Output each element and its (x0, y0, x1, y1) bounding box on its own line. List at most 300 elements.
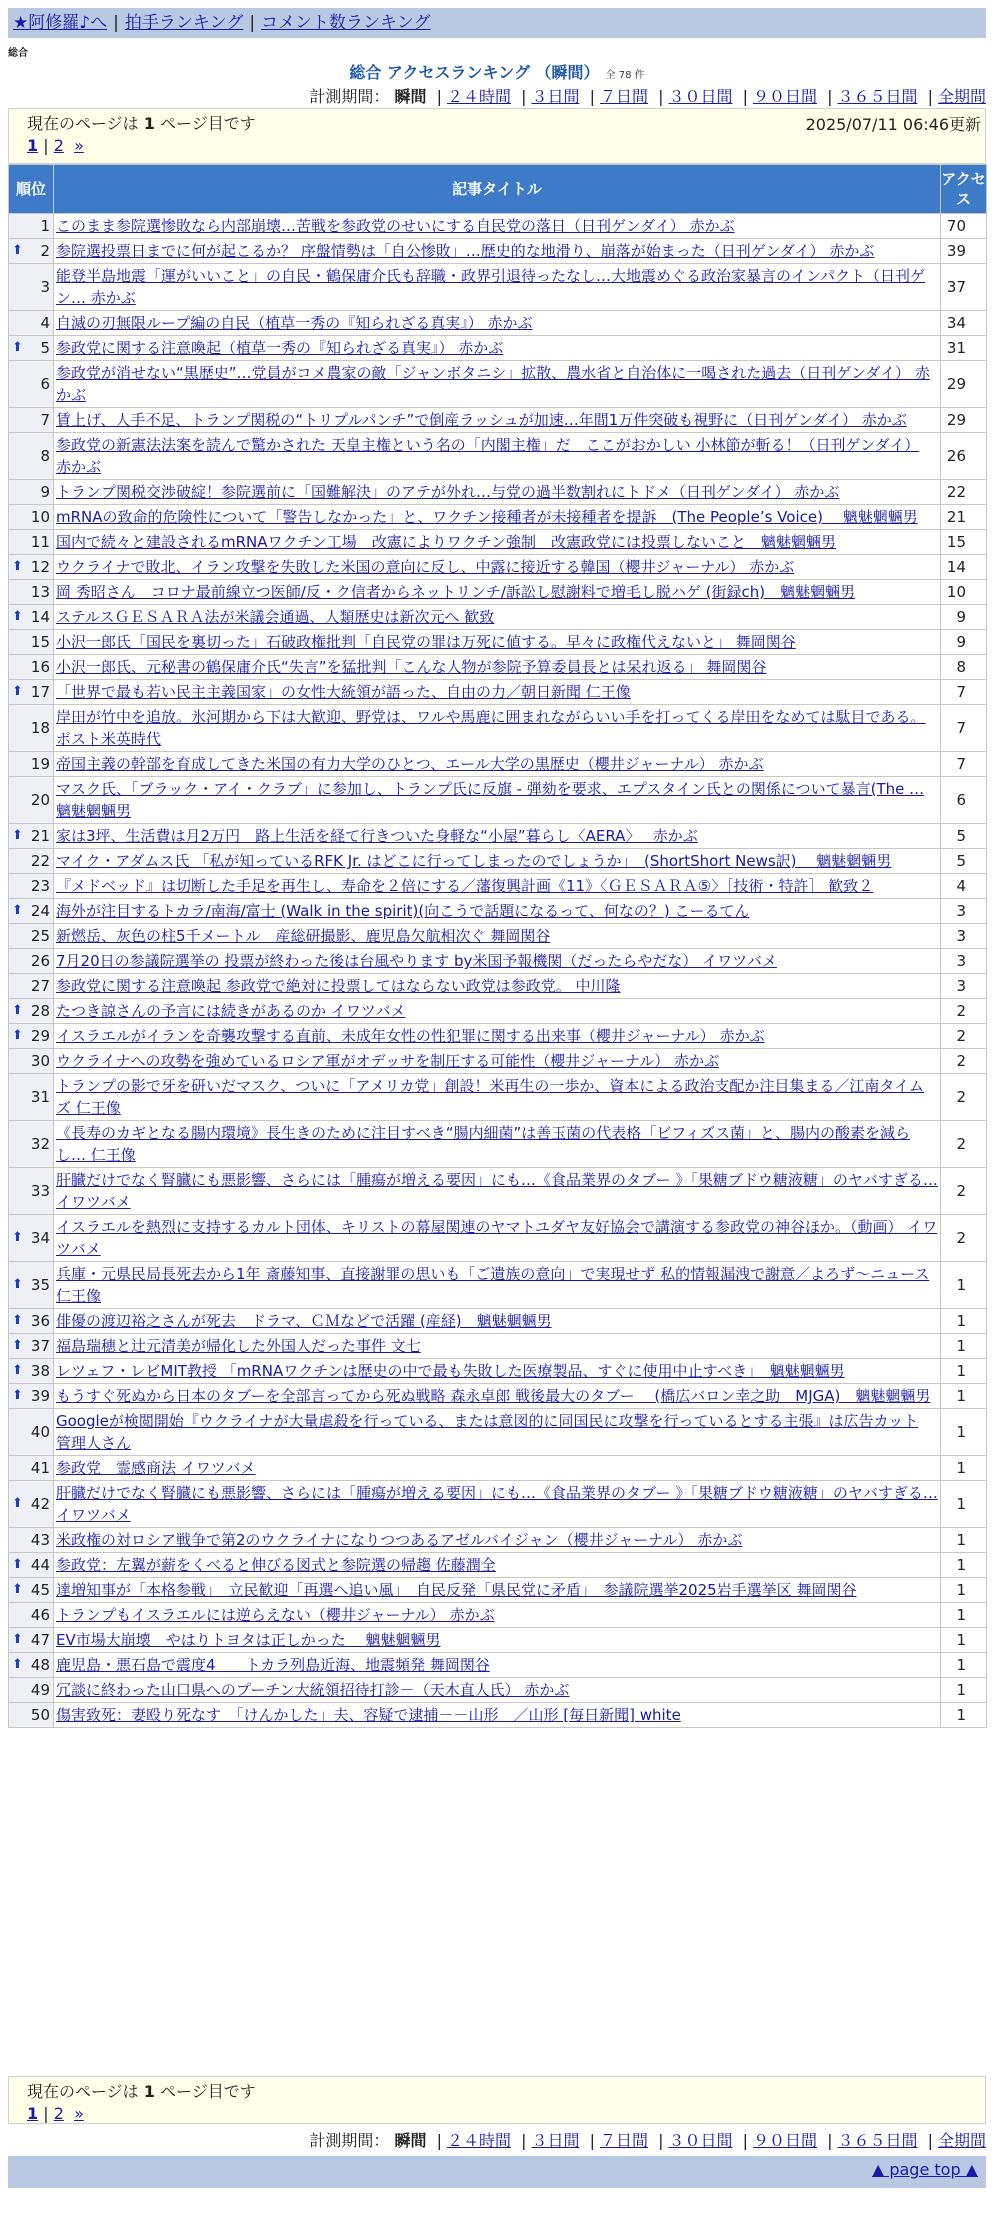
table-row (9, 924, 987, 949)
title-cell (54, 311, 941, 336)
table-row (9, 1024, 987, 1049)
article-link[interactable]: 肝臓だけでなく腎臓にも悪影響、さらには「腫瘍が増える要因」にも…《食品業界のタブー 》「果糖ブドウ糖液糖」のヤバすぎる… イワツバメ (56, 1484, 938, 1524)
title-cell (54, 1456, 941, 1481)
table-row (9, 1528, 987, 1553)
rank-number: 36 (30, 1312, 50, 1330)
article-link[interactable]: 自滅の刃無限ループ編の自民（植草一秀の『知られざる真実』） 赤かぶ (56, 314, 533, 332)
comment-ranking-link[interactable]: コメント数ランキング (261, 13, 431, 33)
access-count: 1 (941, 1653, 987, 1678)
table-row (9, 214, 987, 239)
rank-cell (9, 1334, 54, 1359)
table-row (9, 777, 987, 824)
rank-up-arrow-icon: ⬆ (12, 1657, 23, 1672)
access-count: 14 (941, 555, 987, 580)
table-row (9, 1628, 987, 1653)
article-link[interactable]: 「世界で最も若い民主主義国家」の女性大統領が語った、自由の力／朝日新聞 仁王像 (56, 683, 631, 701)
table-row (9, 849, 987, 874)
period-link-3d[interactable]: ３日間 (531, 2131, 580, 2150)
rank-cell (9, 361, 54, 408)
article-link[interactable]: 能登半島地震「運がいいこと」の自民・鶴保庸介氏も辞職・政界引退待ったなし…大地震めぐる政治家暴言のインパクト（日刊ゲン… 赤かぶ (56, 267, 925, 307)
pager-top: 1 | 2 » (27, 136, 84, 155)
rank-up-arrow-icon: ⬆ (12, 609, 23, 624)
title-cell (54, 433, 941, 480)
access-count: 9 (941, 630, 987, 655)
col-title-header: 記事タイトル (54, 165, 941, 214)
article-link[interactable]: 家は3坪、生活費は月2万円 路上生活を経て行きついた身軽な“小屋”暮らし〈AERA〉 赤かぶ (56, 827, 698, 845)
rank-cell (9, 1456, 54, 1481)
title-cell (54, 555, 941, 580)
rank-number: 2 (40, 242, 50, 260)
access-count: 3 (941, 899, 987, 924)
article-link[interactable]: 『メドベッド』は切断した手足を再生し、寿命を２倍にする／藩復興計画《11》〈ＧＥＳＡＲＡ⑤〉［技術・特許］ 歓致２ (56, 877, 874, 895)
rank-number: 17 (30, 683, 50, 701)
rank-cell (9, 214, 54, 239)
title-cell (54, 505, 941, 530)
period-link-30d[interactable]: ３０日間 (668, 87, 733, 106)
pager-page-1[interactable]: 1 (27, 2104, 39, 2123)
article-link[interactable]: 肝臓だけでなく腎臓にも悪影響、さらには「腫瘍が増える要因」にも…《食品業界のタブー 》「果糖ブドウ糖液糖」のヤバすぎる… イワツバメ (56, 1171, 938, 1211)
table-row (9, 1553, 987, 1578)
rank-up-arrow-icon: ⬆ (12, 1388, 23, 1403)
article-link[interactable]: 国内で続々と建設されるmRNAワクチン工場 改憲によりワクチン強制 改憲政党には投票しないこと 魑魅魍魎男 (56, 533, 837, 551)
access-count: 1 (941, 1309, 987, 1334)
access-count: 21 (941, 505, 987, 530)
access-count: 7 (941, 705, 987, 752)
access-count: 2 (941, 999, 987, 1024)
rank-cell (9, 824, 54, 849)
rank-number: 16 (30, 658, 50, 676)
article-link[interactable]: 《長寿のカギとなる腸内環境》長生きのために注目すべき“腸内細菌”は善玉菌の代表格「ビフィズス菌」と、腸内の酸素を減らし… 仁王像 (56, 1124, 911, 1164)
rank-number: 42 (30, 1495, 50, 1513)
rank-up-arrow-icon: ⬆ (12, 1230, 23, 1245)
table-row (9, 555, 987, 580)
period-selector-bottom: 計測期間： 瞬間 | ２４時間 | ３日間 | ７日間 | ３０日間 | ９０日間 | ３６５日間 | 全期間 (309, 2131, 986, 2150)
rank-cell (9, 480, 54, 505)
col-rank-header: 順位 (9, 165, 54, 214)
title-cell (54, 752, 941, 777)
rank-up-arrow-icon: ⬆ (12, 243, 23, 258)
period-link-all[interactable]: 全期間 (937, 2131, 986, 2150)
title-cell (54, 605, 941, 630)
rank-number: 30 (30, 1052, 50, 1070)
period-link-all[interactable]: 全期間 (937, 87, 986, 106)
access-count: 9 (941, 605, 987, 630)
rank-cell (9, 1262, 54, 1309)
col-access-header: アクセス (941, 165, 987, 214)
period-current: 瞬間 (394, 2131, 427, 2150)
rank-cell (9, 264, 54, 311)
access-count: 15 (941, 530, 987, 555)
title-cell (54, 924, 941, 949)
rank-number: 19 (30, 755, 50, 773)
article-link[interactable]: ウクライナで敗北、イラン攻撃を失敗した米国の意向に反し、中露に接近する韓国（櫻井ジャーナル） 赤かぶ (56, 558, 795, 576)
rank-number: 11 (30, 533, 50, 551)
rank-cell (9, 555, 54, 580)
rank-cell (9, 311, 54, 336)
title-cell (54, 480, 941, 505)
access-count: 2 (941, 1168, 987, 1215)
rank-number: 6 (40, 375, 50, 393)
table-row (9, 1049, 987, 1074)
rank-up-arrow-icon: ⬆ (12, 1363, 23, 1378)
access-count: 2 (941, 1049, 987, 1074)
rank-cell (9, 1528, 54, 1553)
rank-cell (9, 999, 54, 1024)
table-row (9, 974, 987, 999)
table-row (9, 1678, 987, 1703)
title-cell (54, 824, 941, 849)
period-label: 計測期間： (309, 2131, 390, 2150)
title-cell (54, 1628, 941, 1653)
rank-number: 26 (30, 952, 50, 970)
article-link[interactable]: Googleが検閲開始『ウクライナが大量虐殺を行っている、または意図的に同国民に攻撃を行っているとする主張』は広告カット 管理人さん (56, 1412, 919, 1452)
rank-cell (9, 655, 54, 680)
rank-cell (9, 1578, 54, 1603)
table-row (9, 480, 987, 505)
title-cell (54, 580, 941, 605)
rank-cell (9, 530, 54, 555)
rank-number: 45 (30, 1581, 50, 1599)
period-link-7d[interactable]: ７日間 (599, 2131, 648, 2150)
article-link[interactable]: たつき諒さんの予言には続きがあるのか イワツバメ (56, 1002, 406, 1020)
period-link-365d[interactable]: ３６５日間 (837, 2131, 918, 2150)
title-cell (54, 974, 941, 999)
article-link[interactable]: マスク氏、「ブラック・アイ・クラブ」に参加し、トランプ氏に反旗 - 弾劾を要求、エプスタイン氏との関係について暴言(The … 魑魅魍魎男 (56, 780, 925, 820)
period-current: 瞬間 (394, 87, 427, 106)
rank-number: 1 (40, 217, 50, 235)
table-row (9, 874, 987, 899)
access-count: 29 (941, 408, 987, 433)
article-link[interactable]: このまま参院選惨敗なら内部崩壊…苦戦を参政党のせいにする自民党の落日（日刊ゲンダイ） 赤かぶ (56, 217, 735, 235)
article-link[interactable]: 冗談に終わった山口県へのプーチン大統領招待打診－（天木直人氏） 赤かぶ (56, 1681, 570, 1699)
access-count: 1 (941, 1528, 987, 1553)
access-count: 31 (941, 336, 987, 361)
access-count: 26 (941, 433, 987, 480)
access-count: 1 (941, 1703, 987, 1728)
article-link[interactable]: 参政党の新憲法法案を読んで驚かされた 天皇主権という名の「内閣主権」だ ここがおかしい 小林節が斬る！（日刊ゲンダイ） 赤かぶ (56, 436, 920, 476)
rank-number: 39 (30, 1387, 50, 1405)
current-page-text: 現在のページは 1 ページ目です (27, 2082, 256, 2101)
table-row (9, 1384, 987, 1409)
rank-up-arrow-icon: ⬆ (12, 340, 23, 355)
access-count: 4 (941, 874, 987, 899)
rank-number: 15 (30, 633, 50, 651)
period-link-90d[interactable]: ９０日間 (752, 2131, 817, 2150)
rank-number: 31 (30, 1088, 50, 1106)
rank-cell (9, 1678, 54, 1703)
access-count: 37 (941, 264, 987, 311)
article-link[interactable]: 達増知事が「本格参戦」 立民歓迎「再選へ追い風」 自民反発「県民党に矛盾」 参議院選挙2025岩手選挙区 舞岡関谷 (56, 1581, 857, 1599)
title-cell (54, 680, 941, 705)
access-count: 7 (941, 752, 987, 777)
table-row (9, 311, 987, 336)
article-link[interactable]: 俳優の渡辺裕之さんが死去 ドラマ、ＣＭなどで活躍 (産経) 魑魅魍魎男 (56, 1312, 552, 1330)
rank-number: 18 (30, 719, 50, 737)
pager-next[interactable]: » (74, 2104, 84, 2123)
rank-cell (9, 433, 54, 480)
access-count: 1 (941, 1359, 987, 1384)
rank-number: 46 (30, 1606, 50, 1624)
title-cell (54, 874, 941, 899)
period-link-3d[interactable]: ３日間 (531, 87, 580, 106)
rank-number: 9 (40, 483, 50, 501)
article-link[interactable]: イスラエルを熱烈に支持するカルト団体、キリストの幕屋関連のヤマトユダヤ友好協会で講演する参政党の神谷ほか。（動画） イワツバメ (56, 1218, 938, 1258)
access-count: 1 (941, 1603, 987, 1628)
rank-up-arrow-icon: ⬆ (12, 559, 23, 574)
rank-number: 48 (30, 1656, 50, 1674)
table-row (9, 1653, 987, 1678)
title-cell (54, 1074, 941, 1121)
access-count: 1 (941, 1678, 987, 1703)
title-cell (54, 361, 941, 408)
access-count: 2 (941, 1215, 987, 1262)
rank-number: 8 (40, 447, 50, 465)
table-row (9, 361, 987, 408)
article-link[interactable]: トランプもイスラエルには逆らえない（櫻井ジャーナル） 赤かぶ (56, 1606, 495, 1624)
rank-number: 22 (30, 852, 50, 870)
title-cell (54, 899, 941, 924)
pager-next[interactable]: » (74, 136, 84, 155)
article-link[interactable]: もうすぐ死ぬから日本のタブーを全部言ってから死ぬ戦略 森永卓郎 戦後最大のタブー (橋広バロン幸之助 MJGA) 魑魅魍魎男 (56, 1387, 931, 1405)
access-count: 3 (941, 924, 987, 949)
article-link[interactable]: 参政党に関する注意喚起（植草一秀の『知られざる真実』） 赤かぶ (56, 339, 504, 357)
rank-number: 29 (30, 1027, 50, 1045)
access-count: 1 (941, 1409, 987, 1456)
table-row (9, 949, 987, 974)
article-link[interactable]: 小沢一郎氏「国民を裏切った」石破政権批判「自民党の罪は万死に値する。早々に政権代えないと」 舞岡関谷 (56, 633, 796, 651)
period-selector-top: 計測期間： 瞬間 | ２４時間 | ３日間 | ７日間 | ３０日間 | ９０日間 | ３６５日間 | 全期間 (309, 87, 986, 106)
rank-cell (9, 974, 54, 999)
access-count: 22 (941, 480, 987, 505)
rank-up-arrow-icon: ⬆ (12, 828, 23, 843)
title-cell (54, 777, 941, 824)
table-row (9, 1359, 987, 1384)
page-info-bottom (8, 2076, 986, 2124)
article-link[interactable]: 海外が注目するトカラ/南海/富士 (Walk in the spirit)(向こうで話題になるって、何なの？) こーるてん (56, 902, 750, 920)
rank-cell (9, 680, 54, 705)
article-link[interactable]: 鹿児島・悪石島で震度4 トカラ列島近海、地震頻発 舞岡関谷 (56, 1656, 490, 1674)
title-cell (54, 849, 941, 874)
title-cell (54, 630, 941, 655)
period-link-365d[interactable]: ３６５日間 (837, 87, 918, 106)
article-link[interactable]: EV市場大崩壊 やはりトヨタは正しかった 魑魅魍魎男 (56, 1631, 441, 1649)
rank-up-arrow-icon: ⬆ (12, 1028, 23, 1043)
title-cell (54, 1168, 941, 1215)
article-link[interactable]: 参政党に関する注意喚起 参政党で絶対に投票してはならない政党は参政党。 中川隆 (56, 977, 621, 995)
rank-number: 23 (30, 877, 50, 895)
table-row (9, 605, 987, 630)
table-row (9, 655, 987, 680)
rank-cell (9, 1024, 54, 1049)
table-row (9, 1309, 987, 1334)
rank-up-arrow-icon: ⬆ (12, 903, 23, 918)
rank-cell (9, 752, 54, 777)
rank-up-arrow-icon: ⬆ (12, 1496, 23, 1511)
article-link[interactable]: 新燃岳、灰色の柱5千メートル 産総研撮影、鹿児島欠航相次ぐ 舞岡関谷 (56, 927, 551, 945)
table-row (9, 1074, 987, 1121)
access-count: 2 (941, 1024, 987, 1049)
rank-number: 14 (30, 608, 50, 626)
article-link[interactable]: mRNAの致命的危険性について「警告しなかった」と、ワクチン接種者が未接種者を提訴 (The People’s Voice) 魑魅魍魎男 (56, 508, 918, 526)
rank-up-arrow-icon: ⬆ (12, 1003, 23, 1018)
title-cell (54, 1384, 941, 1409)
table-row (9, 1215, 987, 1262)
table-row (9, 1481, 987, 1528)
rank-number: 38 (30, 1362, 50, 1380)
clap-ranking-link[interactable]: 拍手ランキング (124, 13, 244, 33)
item-count: 全 78 件 (605, 70, 645, 81)
title-cell (54, 530, 941, 555)
rank-number: 33 (30, 1182, 50, 1200)
rank-number: 20 (30, 791, 50, 809)
pager-page-2[interactable]: 2 (53, 2104, 64, 2123)
title-cell (54, 408, 941, 433)
pager-page-1[interactable]: 1 (27, 136, 39, 155)
rank-number: 32 (30, 1135, 50, 1153)
table-row (9, 1603, 987, 1628)
rank-number: 13 (30, 583, 50, 601)
rank-cell (9, 1628, 54, 1653)
table-row (9, 680, 987, 705)
table-row (9, 433, 987, 480)
table-row (9, 1409, 987, 1456)
home-link[interactable]: ★阿修羅♪へ (13, 13, 108, 33)
rank-cell (9, 630, 54, 655)
pager-bottom: 1 | 2 » (27, 2104, 84, 2123)
title-cell (54, 1653, 941, 1678)
table-row (9, 1262, 987, 1309)
article-link[interactable]: 米政権の対ロシア戦争で第2のウクライナになりつつあるアゼルバイジャン（櫻井ジャーナル） 赤かぶ (56, 1531, 743, 1549)
title-cell (54, 999, 941, 1024)
period-link-24h[interactable]: ２４時間 (446, 87, 511, 106)
rank-cell (9, 505, 54, 530)
title-cell (54, 705, 941, 752)
rank-cell (9, 239, 54, 264)
top-nav-bar (8, 8, 986, 38)
access-count: 5 (941, 849, 987, 874)
rank-up-arrow-icon: ⬆ (12, 1557, 23, 1572)
title-cell (54, 1481, 941, 1528)
article-link[interactable]: トランプの影で牙を研いだマスク、ついに「アメリカ党」創設！米再生の一歩か、資本による政治支配か注目集まる／江南タイムズ 仁王像 (56, 1077, 925, 1117)
table-row (9, 580, 987, 605)
table-row (9, 630, 987, 655)
period-link-30d[interactable]: ３０日間 (668, 2131, 733, 2150)
rank-cell (9, 949, 54, 974)
article-link[interactable]: 小沢一郎氏、元秘書の鶴保庸介氏“失言”を猛批判「こんな人物が参院予算委員長とは呆れ返る」 舞岡関谷 (56, 658, 767, 676)
rank-number: 12 (30, 558, 50, 576)
article-link[interactable]: 参院選投票日までに何が起こるか？ 序盤情勢は「自公惨敗」…歴史的な地滑り、崩落が始まった（日刊ゲンダイ） 赤かぶ (56, 242, 875, 260)
article-link[interactable]: イスラエルがイランを奇襲攻撃する直前、未成年女性の性犯罪に関する出来事（櫻井ジャーナル） 赤かぶ (56, 1027, 765, 1045)
access-count: 3 (941, 949, 987, 974)
title-cell (54, 214, 941, 239)
table-header (9, 165, 987, 214)
article-link[interactable]: 岸田が竹中を追放。氷河期から下は大歓迎、野党は、ワルや馬鹿に囲まれながらいい手を打ってくる岸田をなめては駄目である。 ポスト米英時代 (56, 708, 926, 748)
article-link[interactable]: 傷害致死：妻殴り死なす 「けんかした」夫、容疑で逮捕－－山形 ／山形 [毎日新聞] white (56, 1706, 681, 1724)
page-title (0, 60, 994, 83)
period-link-24h[interactable]: ２４時間 (446, 2131, 511, 2150)
access-count: 1 (941, 1334, 987, 1359)
rank-cell (9, 580, 54, 605)
table-row (9, 408, 987, 433)
page-title-text: 総合 アクセスランキング （瞬間） (349, 63, 600, 82)
table-row (9, 239, 987, 264)
rank-cell (9, 1703, 54, 1728)
article-link[interactable]: ウクライナへの攻勢を強めているロシア軍がオデッサを制圧する可能性（櫻井ジャーナル） 赤かぶ (56, 1052, 719, 1070)
rank-cell (9, 1603, 54, 1628)
table-row (9, 336, 987, 361)
rank-number: 10 (30, 508, 50, 526)
access-count: 10 (941, 580, 987, 605)
article-link[interactable]: 参政党 霊感商法 イワツバメ (56, 1459, 256, 1477)
rank-cell (9, 1168, 54, 1215)
rank-up-arrow-icon: ⬆ (12, 1632, 23, 1647)
rank-cell (9, 705, 54, 752)
article-link[interactable]: 兵庫・元県民局長死去から1年 斎藤知事、直接謝罪の思いも「ご遺族の意向」で実現せず 私的情報漏洩で謝意／よろず～ニュース 仁王像 (56, 1265, 930, 1305)
period-link-90d[interactable]: ９０日間 (752, 87, 817, 106)
rank-cell (9, 1359, 54, 1384)
rank-number: 34 (30, 1229, 50, 1247)
article-link[interactable]: トランプ関税交渉破綻！参院選前に「国難解決」のアテが外れ…与党の過半数割れにトドメ（日刊ゲンダイ） 赤かぶ (56, 483, 840, 501)
period-link-7d[interactable]: ７日間 (599, 87, 648, 106)
article-link[interactable]: 参政党が消せない“黒歴史”…党員がコメ農家の敵「ジャンボタニシ」拡散、農水省と自治体に一喝された過去（日刊ゲンダイ） 赤かぶ (56, 364, 930, 404)
rank-cell (9, 1215, 54, 1262)
article-link[interactable]: 7月20日の参議院選挙の 投票が終わった後は台風やります by米国予報機関（だったらやだな） イワツバメ (56, 952, 777, 970)
category-label: 総合 (8, 48, 28, 59)
title-cell (54, 336, 941, 361)
access-count: 7 (941, 680, 987, 705)
table-row (9, 824, 987, 849)
article-link[interactable]: 参政党：左翼が薪をくべると伸びる図式と参院選の帰趨 佐藤潤全 (56, 1556, 496, 1574)
title-cell (54, 1409, 941, 1456)
article-link[interactable]: 帝国主義の幹部を育成してきた米国の有力大学のひとつ、エール大学の黒歴史（櫻井ジャーナル） 赤かぶ (56, 755, 764, 773)
access-count: 2 (941, 1074, 987, 1121)
rank-cell (9, 899, 54, 924)
title-cell (54, 949, 941, 974)
article-link[interactable]: マイク・アダムス氏 「私が知っているRFK Jr. はどこに行ってしまったのでしょうか」 (ShortShort News訳) 魑魅魍魎男 (56, 852, 892, 870)
access-count: 5 (941, 824, 987, 849)
access-count: 1 (941, 1262, 987, 1309)
rank-number: 28 (30, 1002, 50, 1020)
rank-number: 41 (30, 1459, 50, 1477)
article-link[interactable]: 賃上げ、人手不足、トランプ関税の“トリプルパンチ”で倒産ラッシュが加速…年間1万件突破も視野に（日刊ゲンダイ） 赤かぶ (56, 411, 907, 429)
rank-number: 21 (30, 827, 50, 845)
rank-number: 37 (30, 1337, 50, 1355)
rank-number: 43 (30, 1531, 50, 1549)
rank-up-arrow-icon: ⬆ (12, 1338, 23, 1353)
rank-number: 25 (30, 927, 50, 945)
rank-cell (9, 1409, 54, 1456)
access-count: 6 (941, 777, 987, 824)
table-row (9, 999, 987, 1024)
title-cell (54, 1262, 941, 1309)
rank-number: 44 (30, 1556, 50, 1574)
article-link[interactable]: 岡 秀昭さん コロナ最前線立つ医師/反・ク信者からネットリンチ/訴訟し慰謝料で増毛し脱ハゲ (街録ch) 魑魅魍魎男 (56, 583, 856, 601)
rank-cell (9, 1049, 54, 1074)
access-count: 34 (941, 311, 987, 336)
page-top-link[interactable]: ▲ page top ▲ (871, 2160, 978, 2179)
title-cell (54, 655, 941, 680)
rank-number: 24 (30, 902, 50, 920)
title-cell (54, 1553, 941, 1578)
pager-page-2[interactable]: 2 (53, 136, 64, 155)
article-link[interactable]: ステルスＧＥＳＡＲＡ法が米議会通過、人類歴史は新次元へ 歓致 (56, 608, 495, 626)
rank-cell (9, 336, 54, 361)
article-link[interactable]: 福島瑞穂と辻元清美が帰化した外国人だった事件 文七 (56, 1337, 421, 1355)
article-link[interactable]: レツェフ・レビMIT教授 「mRNAワクチンは歴史の中で最も失敗した医療製品、すぐに使用中止すべき」 魑魅魍魎男 (56, 1362, 845, 1380)
rank-number: 35 (30, 1276, 50, 1294)
rank-number: 49 (30, 1681, 50, 1699)
rank-number: 50 (30, 1706, 50, 1724)
